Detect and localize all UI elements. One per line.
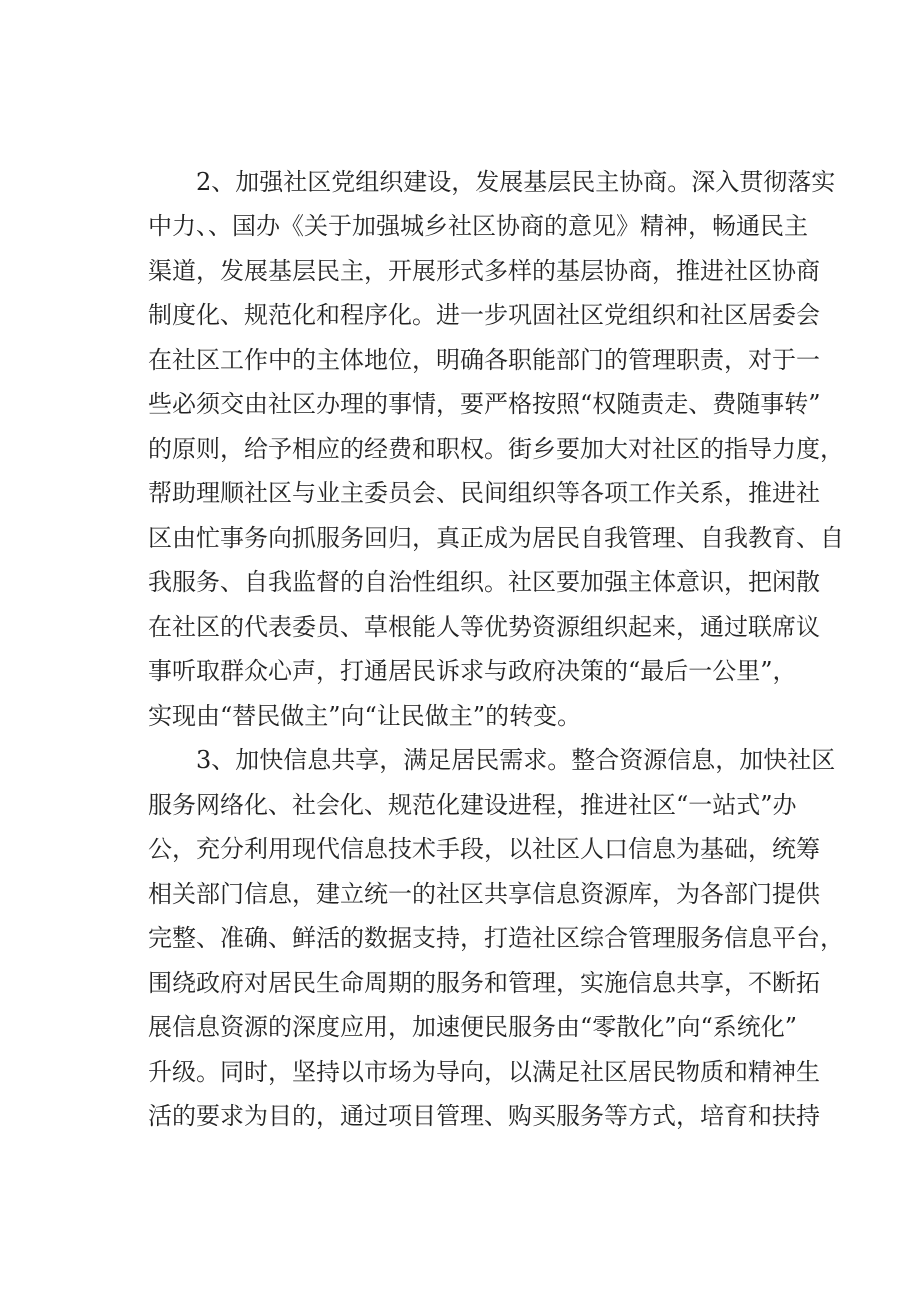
text-line: 活的要求为目的，通过项目管理、购买服务等方式，培育和扶持 — [148, 1102, 820, 1130]
text-line: 完整、准确、鲜活的数据支持，打造社区综合管理服务信息平台， — [148, 924, 844, 952]
text-line: 3、加快信息共享，满足居民需求。整合资源信息，加快社区 — [196, 746, 836, 774]
text-line: 实现由“替民做主”向“让民做主”的转变。 — [148, 702, 582, 730]
text-line: 服务网络化、社会化、规范化建设进程，推进社区“一站式”办 — [148, 791, 797, 819]
text-line: 帮助理顺社区与业主委员会、民间组织等各项工作关系，推进社 — [148, 479, 820, 507]
text-line: 围绕政府对居民生命周期的服务和管理，实施信息共享，不断拓 — [148, 969, 820, 997]
text-line: 相关部门信息，建立统一的社区共享信息资源库，为各部门提供 — [148, 880, 820, 908]
text-line: 2、加强社区党组织建设，发展基层民主协商。深入贯彻落实 — [196, 168, 836, 196]
text-line: 些必须交由社区办理的事情，要严格按照“权随责走、费随事转” — [148, 390, 821, 418]
text-line: 中力、、国办《关于加强城乡社区协商的意见》精神，畅通民主 — [148, 212, 808, 240]
text-line: 的原则，给予相应的经费和职权。街乡要加大对社区的指导力度， — [148, 435, 844, 463]
text-line: 我服务、自我监督的自治性组织。社区要加强主体意识，把闲散 — [148, 568, 820, 596]
text-line: 渠道，发展基层民主，开展形式多样的基层协商，推进社区协商 — [148, 257, 820, 285]
text-line: 事听取群众心声，打通居民诉求与政府决策的“最后一公里”， — [148, 657, 797, 685]
text-line: 制度化、规范化和程序化。进一步巩固社区党组织和社区居委会 — [148, 301, 820, 329]
text-line: 区由忙事务向抓服务回归，真正成为居民自我管理、自我教育、自 — [148, 524, 844, 552]
text-line: 公，充分利用现代信息技术手段，以社区人口信息为基础，统筹 — [148, 835, 820, 863]
text-line: 在社区工作中的主体地位，明确各职能部门的管理职责，对于一 — [148, 346, 820, 374]
text-line: 展信息资源的深度应用，加速便民服务由“零散化”向“系统化” — [148, 1013, 798, 1041]
text-line: 升级。同时，坚持以市场为导向，以满足社区居民物质和精神生 — [148, 1058, 820, 1086]
text-line: 在社区的代表委员、草根能人等优势资源组织起来，通过联席议 — [148, 613, 820, 641]
